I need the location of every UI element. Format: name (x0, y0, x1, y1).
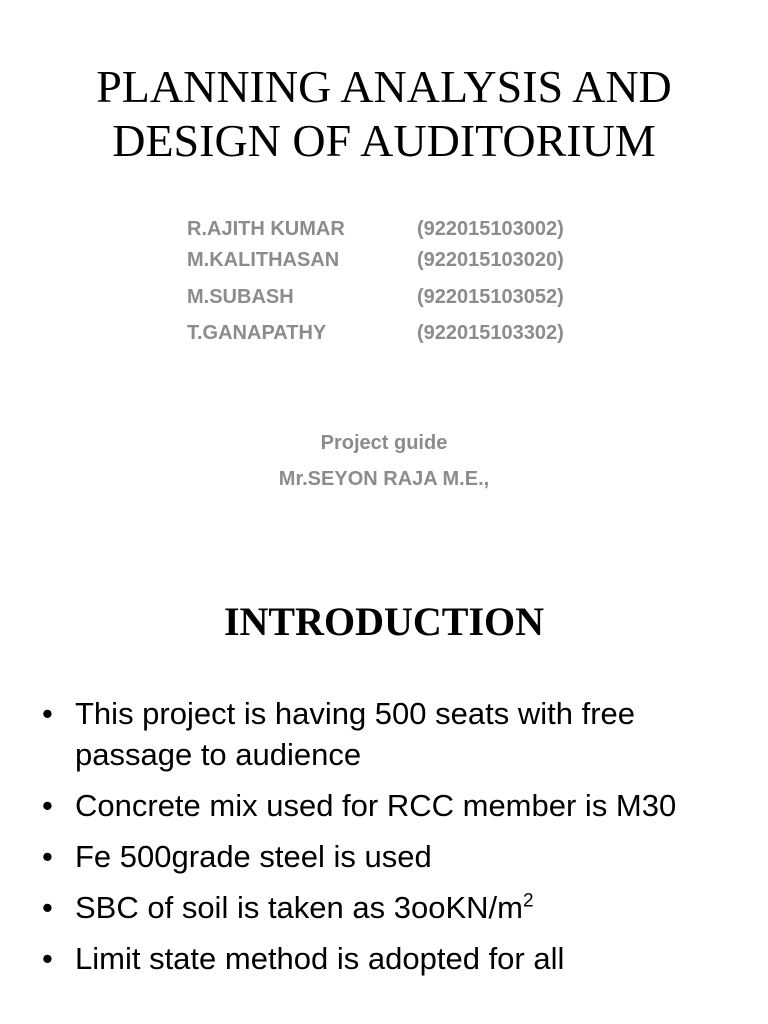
member-name: T.GANAPATHY (187, 322, 327, 344)
bullet-item (42, 887, 752, 928)
bullet-text: Limit state method is adopted for all (75, 941, 565, 976)
bullet-text: SBC of soil is taken as 3ooKN/m (75, 890, 523, 925)
bullet-icon: • (42, 788, 53, 823)
member-name: M.SUBASH (187, 286, 294, 308)
introduction-heading: INTRODUCTION (223, 599, 545, 644)
member-row (187, 286, 617, 316)
bullet-list (42, 693, 752, 989)
bullet-text: This project is having 500 seats with free passage to audience (75, 696, 635, 772)
bullet-text: Concrete mix used for RCC member is M30 (75, 788, 677, 823)
member-name: M.KALITHASAN (187, 249, 340, 271)
bullet-item (42, 836, 752, 877)
bullet-icon: • (42, 941, 53, 976)
member-id: (922015103002) (417, 218, 564, 240)
bullet-item (42, 938, 752, 979)
bullet-text: Fe 500grade steel is used (75, 839, 432, 874)
slide-title (0, 60, 768, 168)
member-id: (922015103052) (417, 286, 564, 308)
member-id: (922015103020) (417, 249, 564, 271)
bullet-icon: • (42, 839, 53, 874)
introduction-slide (0, 560, 768, 1024)
member-row (187, 218, 617, 248)
member-row (187, 322, 617, 352)
project-guide-label: Project guide (320, 432, 448, 454)
bullet-icon: • (42, 696, 53, 731)
bullet-item (42, 785, 752, 826)
member-row (187, 249, 617, 279)
bullet-icon: • (42, 890, 53, 925)
slide-title-line-1: PLANNING ANALYSIS AND (96, 61, 672, 112)
slide-title-line-2: DESIGN OF AUDITORIUM (112, 115, 656, 166)
member-name: R.AJITH KUMAR (187, 218, 345, 240)
bullet-item (42, 693, 752, 775)
project-guide-name: Mr.SEYON RAJA M.E., (278, 468, 490, 490)
member-id: (922015103302) (417, 322, 564, 344)
superscript: 2 (522, 890, 534, 912)
